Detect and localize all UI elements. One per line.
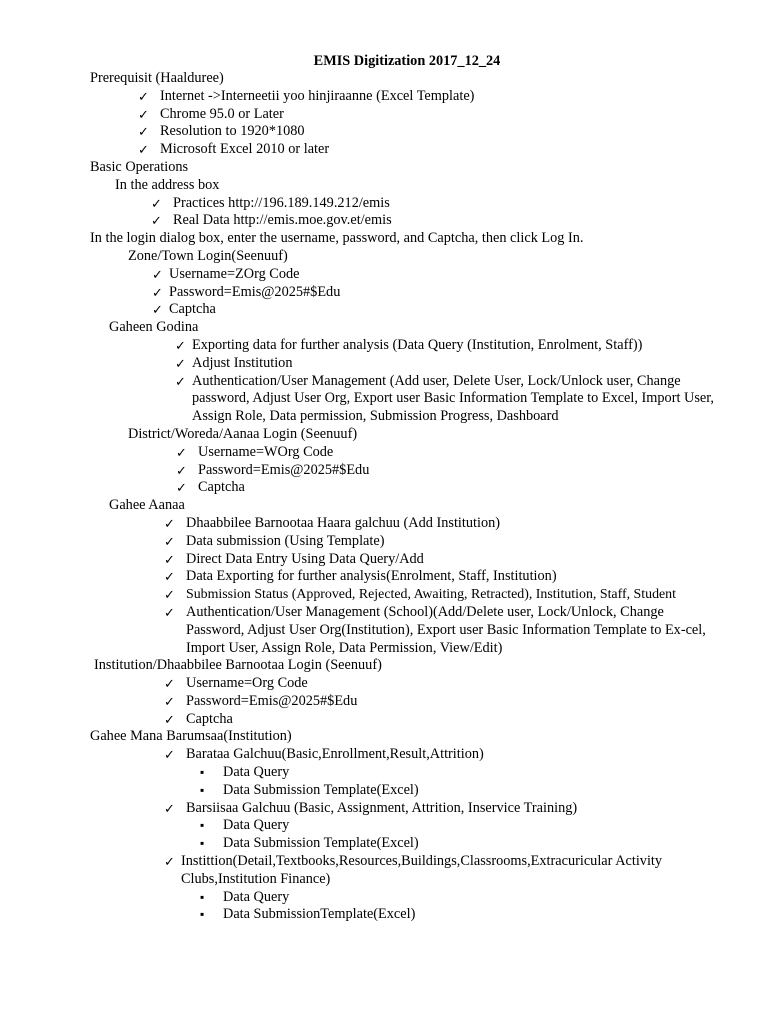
login-instruction: In the login dialog box, enter the username, password, and Captcha, then click Log In. [90,230,584,247]
checkmark-icon: ✓ [164,854,175,870]
institution-role-heading: Gahee Mana Barumsaa(Institution) [90,728,292,745]
checkmark-icon: ✓ [176,444,187,460]
list-item: ✓ Practices http://196.189.149.212/emis [151,194,390,211]
list-item: ✓ Submission Status (Approved, Rejected, Awaiting, Retracted), Institution, Staff, Student [164,587,676,603]
list-item: ✓ Password=Emis@2025#$Edu [152,283,341,300]
basic-heading: Basic Operations [90,158,189,175]
sub-list-item: ▪ Data SubmissionTemplate(Excel) [200,906,416,923]
zone-role-heading: Gaheen Godina [109,319,199,336]
list-item: ✓ Microsoft Excel 2010 or later [138,141,330,158]
checkmark-icon: ✓ [138,106,149,122]
checkmark-icon: ✓ [164,533,175,549]
checkmark-icon: ✓ [152,284,163,300]
checkmark-icon: ✓ [164,551,175,567]
square-bullet-icon: ▪ [200,889,205,904]
list-item: ✓ Dhaabbilee Barnootaa Haara galchuu (Add Institution) [164,514,501,531]
list-item: ✓ Captcha [164,710,233,727]
prereq-heading: Prerequisit (Haalduree) [90,70,224,86]
checkmark-icon: ✓ [138,124,149,140]
list-item: ✓ Adjust Institution [175,354,293,371]
list-item: ✓ Direct Data Entry Using Data Query/Add [164,550,424,567]
list-item: ✓ Captcha [152,301,216,318]
checkmark-icon: ✓ [164,800,175,816]
document-title: EMIS Digitization 2017_12_24 [313,53,501,69]
square-bullet-icon: ▪ [200,836,205,851]
district-role-heading: Gahee Aanaa [109,497,185,514]
sub-list-item: ▪ Data Query [200,817,290,834]
document-body [0,70,768,924]
list-item: ✓ Authentication/User Management (School)(Add/Delete user, Lock/Unlock, Change Password, Adjust User Org(Institution), Export user Basic Information Template to Ex-cel, Import User, Assign Role, Data Permission, View/Edit) [164,603,706,656]
checkmark-icon: ✓ [176,462,187,478]
checkmark-icon: ✓ [175,373,186,389]
list-item: ✓ Data submission (Using Template) [164,532,385,549]
square-bullet-icon: ▪ [200,818,205,833]
checkmark-icon: ✓ [164,587,175,603]
sub-list-item: ▪ Data Submission Template(Excel) [200,835,419,852]
list-item: ✓ Barsiisaa Galchuu (Basic, Assignment, Attrition, Inservice Training) [164,799,578,816]
checkmark-icon: ✓ [164,515,175,531]
sub-list-item: ▪ Data Query [200,888,290,905]
square-bullet-icon: ▪ [200,765,205,780]
list-item: ✓ Username=Org Code [164,675,308,692]
list-item: ✓ Data Exporting for further analysis(Enrolment, Staff, Institution) [164,568,557,585]
checkmark-icon: ✓ [152,302,163,318]
checkmark-icon: ✓ [164,676,175,692]
checkmark-icon: ✓ [151,195,162,211]
checkmark-icon: ✓ [175,355,186,371]
checkmark-icon: ✓ [164,747,175,763]
list-item: ✓ Password=Emis@2025#$Edu [176,461,370,478]
sub-list-item: ▪ Data Submission Template(Excel) [200,781,419,798]
checkmark-icon: ✓ [164,693,175,709]
list-item: ✓ Username=ZOrg Code [152,265,300,282]
list-item: ✓ Captcha [176,479,245,496]
list-item: ✓ Resolution to 1920*1080 [138,123,305,140]
checkmark-icon: ✓ [175,337,186,353]
list-item: ✓ Instittion(Detail,Textbooks,Resources,Buildings,Classrooms,Extracuricular Activity Clubs,Institution Finance) [164,853,663,887]
district-heading: District/Woreda/Aanaa Login (Seenuuf) [128,425,358,442]
list-item: ✓ Exporting data for further analysis (Data Query (Institution, Enrolment, Staff)) [175,336,643,353]
address-label: In the address box [115,176,220,193]
checkmark-icon: ✓ [151,213,162,229]
checkmark-icon: ✓ [176,480,187,496]
list-item: ✓ Username=WOrg Code [176,443,334,460]
checkmark-icon: ✓ [138,142,149,158]
list-item: ✓ Authentication/User Management (Add user, Delete User, Lock/Unlock user, Change password, Adjust User Org, Export user Basic Information Template to Excel, Import User, Assign Role, Data permission, Submission Progress, Dashboard [175,372,715,425]
institution-heading: Institution/Dhaabbilee Barnootaa Login (Seenuuf) [94,657,382,674]
list-item: ✓ Real Data http://emis.moe.gov.et/emis [151,212,392,229]
checkmark-icon: ✓ [164,604,175,620]
sub-list-item: ▪ Data Query [200,764,290,781]
checkmark-icon: ✓ [138,88,149,104]
list-item: ✓ Barataa Galchuu(Basic,Enrollment,Result,Attrition) [164,746,484,763]
square-bullet-icon: ▪ [200,782,205,797]
list-item: ✓ Internet ->Interneetii yoo hinjiraanne (Excel Template) [138,87,475,104]
checkmark-icon: ✓ [164,711,175,727]
checkmark-icon: ✓ [164,569,175,585]
list-item: ✓ Chrome 95.0 or Later [138,105,284,122]
list-item: ✓ Password=Emis@2025#$Edu [164,692,358,709]
square-bullet-icon: ▪ [200,907,205,922]
zone-heading: Zone/Town Login(Seenuuf) [128,247,288,264]
checkmark-icon: ✓ [152,266,163,282]
